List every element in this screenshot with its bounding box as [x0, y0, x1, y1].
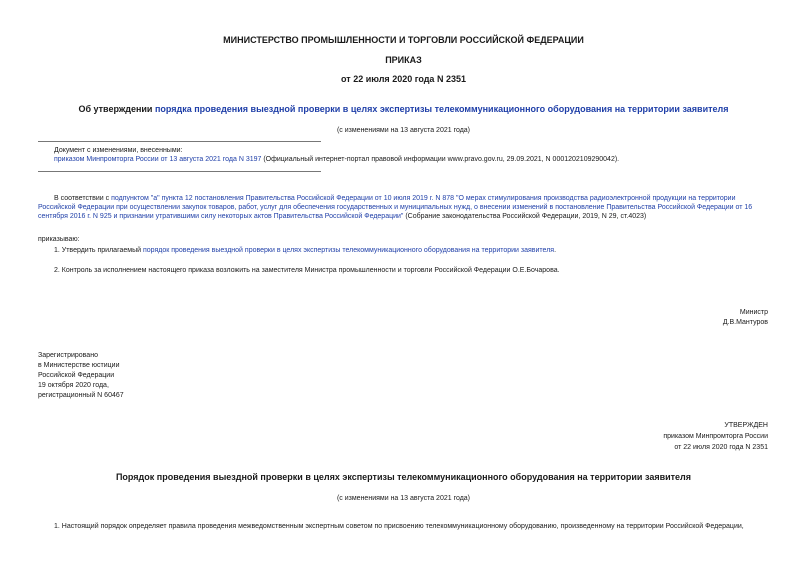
changes-source [54, 155, 774, 164]
approved-line-3: от 22 июля 2020 года N 2351 [674, 444, 768, 451]
item-1-prefix: 1. Утвердить прилагаемый [54, 247, 143, 254]
registration-line-4: 19 октября 2020 года, [38, 382, 109, 389]
registration-line-5: регистрационный N 60467 [38, 392, 124, 399]
signature-role: Министр [739, 309, 768, 316]
approved-line-2: приказом Минпромторга России [663, 433, 768, 440]
registration-line-2: в Министерстве юстиции [38, 362, 120, 369]
signature-name: Д.В.Мантуров [722, 319, 768, 326]
title-prefix: Об утверждении [78, 104, 155, 114]
document-date-number: от 22 июля 2020 года N 2351 [341, 74, 466, 84]
preamble-link[interactable]: подпунктом "а" пункта 12 постановления Правительства Российской Федерации от 10 июля 2019 г. N 878 "О мерах стимулирования производства радиоэлектронной продукции на территории Российской Федерации при осуществлении закупок товаров, работ, услуг для обеспечения государственных и муниципальных нужд, о внесении изменений в постановление Правительства Российской Федерации от 16 сентября 2016 г. N 925 и признании утратившими силу некоторых актов Правительства Российской Федерации" [38, 195, 753, 220]
amendment-note: (с изменениями на 13 августа 2021 года) [336, 127, 471, 134]
divider-top [38, 141, 321, 142]
ministry-heading: МИНИСТЕРСТВО ПРОМЫШЛЕННОСТИ И ТОРГОВЛИ РОССИЙСКОЙ ФЕДЕРАЦИИ [223, 35, 584, 45]
title-link[interactable]: порядка проведения выездной проверки в целях экспертизы телекоммуникационного оборудования на территории заявителя [154, 104, 729, 114]
approved-line-1: УТВЕРЖДЕН [724, 422, 768, 429]
document-type: ПРИКАЗ [385, 55, 422, 65]
registration-line-3: Российской Федерации [38, 372, 115, 379]
registration-line-1: Зарегистрировано [38, 352, 98, 359]
changes-label: Документ с изменениями, внесенными: [54, 147, 183, 154]
preamble-paragraph [38, 194, 772, 221]
preamble-text-2: (Собрание законодательства Российской Федерации, 2019, N 29, ст.4023) [403, 213, 647, 220]
divider-bottom [38, 171, 321, 172]
changes-link[interactable]: приказом Минпромторга России от 13 августа 2021 года N 3197 [54, 156, 262, 163]
procedure-title: Порядок проведения выездной проверки в целях экспертизы телекоммуникационного оборудования на территории заявителя [115, 472, 692, 482]
order-item-2: 2. Контроль за исполнением настоящего приказа возложить на заместителя Министра промышленности и торговли Российской Федерации О.Е.Бочарова. [54, 267, 560, 274]
order-item-1 [54, 246, 774, 255]
procedure-amendment-note: (с изменениями на 13 августа 2021 года) [336, 495, 471, 502]
order-word: приказываю: [38, 236, 80, 243]
changes-rest: (Официальный интернет-портал правовой информации www.pravo.gov.ru, 29.09.2021, N 0001202109290042). [261, 156, 620, 163]
document-title [0, 104, 807, 115]
item-1-link[interactable]: порядок проведения выездной проверки в целях экспертизы телекоммуникационного оборудования на территории заявителя [142, 247, 555, 254]
preamble-text-1: В соответствии с [54, 195, 112, 202]
procedure-paragraph-1: 1. Настоящий порядок определяет правила проведения межведомственным экспертным советом по присвоению телекоммуникационному оборудованию, произведенному на территории Российской Федерации, [54, 523, 744, 530]
item-1-suffix: . [554, 247, 557, 254]
